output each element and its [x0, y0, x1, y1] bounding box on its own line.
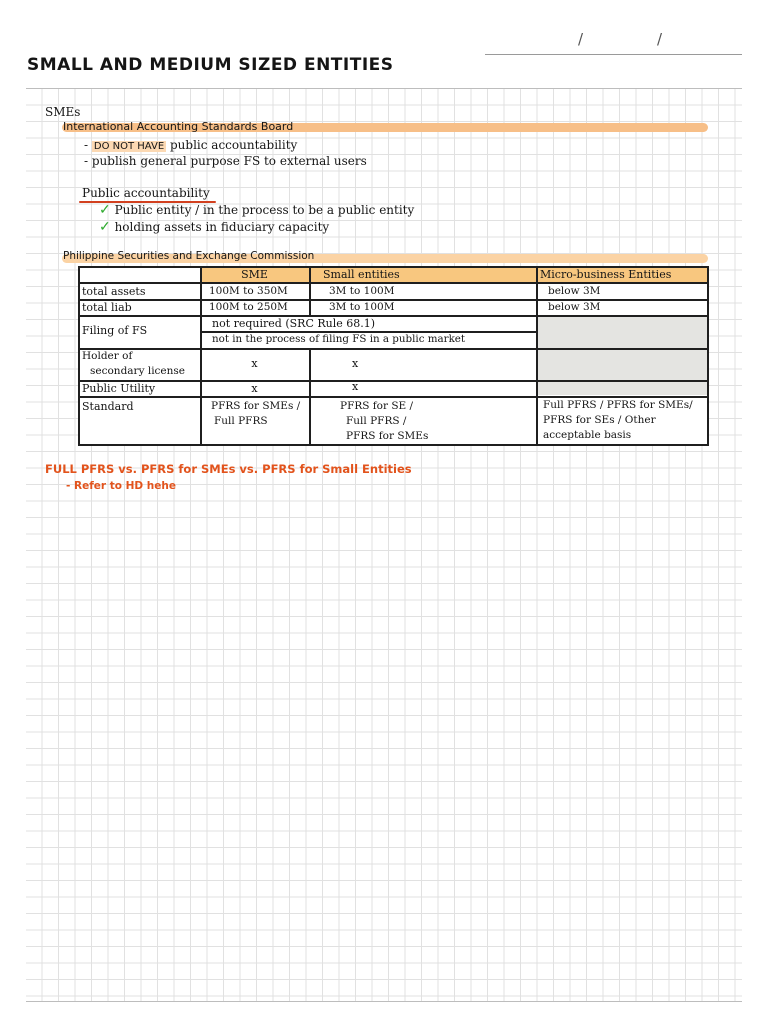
cell-filing-line-1: not required (SRC Rule 68.1) — [212, 317, 376, 330]
smes-heading: SMEs — [45, 105, 81, 119]
cell-sme-liab: 100M to 250M — [209, 301, 288, 313]
check-icon: ✓ — [99, 219, 111, 235]
table-border — [200, 266, 202, 445]
check-item-2 — [99, 220, 329, 234]
table-border — [78, 380, 709, 382]
table-border — [707, 266, 709, 445]
cell-sme-holder: x — [251, 357, 258, 370]
row-label-filing: Filing of FS — [82, 324, 148, 337]
bullet-1 — [84, 139, 297, 152]
caps-highlight: DO NOT HAVE — [93, 141, 165, 152]
cell-sme-utility: x — [251, 382, 258, 395]
cell-small-standard-1: PFRS for SE / — [340, 400, 414, 412]
cell-sme-standard-2: Full PFRS — [214, 415, 268, 427]
date-slash: / — [578, 30, 584, 48]
cell-small-assets: 3M to 100M — [329, 285, 395, 297]
cell-small-liab: 3M to 100M — [329, 301, 395, 313]
cell-micro-assets: below 3M — [548, 285, 601, 297]
comparison-heading: FULL PFRS vs. PFRS for SMEs vs. PFRS for Small Entities — [45, 462, 412, 476]
col-header-sme: SME — [241, 268, 268, 281]
col-header-micro-business: Micro-business Entities — [540, 268, 672, 281]
table-border — [78, 396, 709, 398]
row-label-holder-1: Holder of — [82, 350, 133, 362]
date-line — [485, 54, 742, 55]
row-label-total-assets: total assets — [82, 285, 146, 298]
cell-small-standard-2: Full PFRS / — [346, 415, 407, 427]
row-label-holder-2: secondary license — [90, 365, 186, 377]
check-item-1 — [99, 203, 414, 217]
table-border — [78, 266, 80, 445]
row-label-total-liab: total liab — [82, 301, 132, 314]
cell-small-standard-3: PFRS for SMEs — [346, 430, 429, 442]
bullet-dash: - — [84, 138, 92, 152]
table-border — [78, 444, 709, 446]
bullet-1-text: public accountability — [169, 138, 298, 152]
cell-small-utility: x — [352, 380, 359, 393]
cell-micro-liab: below 3M — [548, 301, 601, 313]
cell-micro-standard-1: Full PFRS / PFRS for SMEs/ — [543, 399, 693, 411]
table-border — [78, 348, 709, 350]
cell-sme-assets: 100M to 350M — [209, 285, 288, 297]
cell-micro-standard-3: acceptable basis — [543, 429, 632, 441]
table-border — [309, 266, 311, 316]
check-item-1-text: Public entity / in the process to be a public entity — [114, 203, 415, 217]
check-item-2-text: holding assets in fiduciary capacity — [114, 220, 330, 234]
bullet-2: - publish general purpose FS to external users — [84, 154, 367, 168]
classification-table — [78, 266, 709, 446]
date-slash: / — [657, 30, 663, 48]
iasb-label: International Accounting Standards Board — [63, 120, 294, 133]
refer-note: - Refer to HD hehe — [66, 480, 176, 492]
check-icon: ✓ — [99, 202, 111, 218]
cell-small-holder: x — [352, 357, 359, 370]
table-border — [78, 315, 709, 317]
row-label-utility: Public Utility — [82, 382, 156, 395]
public-accountability-heading: Public accountability — [82, 186, 210, 200]
cell-filing-line-2: not in the process of filing FS in a public market — [212, 333, 466, 345]
cell-sme-standard-1: PFRS for SMEs / — [211, 400, 301, 412]
table-border — [536, 266, 538, 445]
psec-label: Philippine Securities and Exchange Commission — [63, 250, 315, 262]
page-title: SMALL AND MEDIUM SIZED ENTITIES — [27, 55, 394, 75]
cell-micro-standard-2: PFRS for SEs / Other — [543, 414, 656, 426]
blank-micro-cells — [536, 316, 708, 395]
col-header-small-entities: Small entities — [323, 268, 400, 281]
table-border — [78, 282, 709, 284]
table-border — [309, 348, 311, 445]
row-label-standard: Standard — [82, 400, 134, 413]
